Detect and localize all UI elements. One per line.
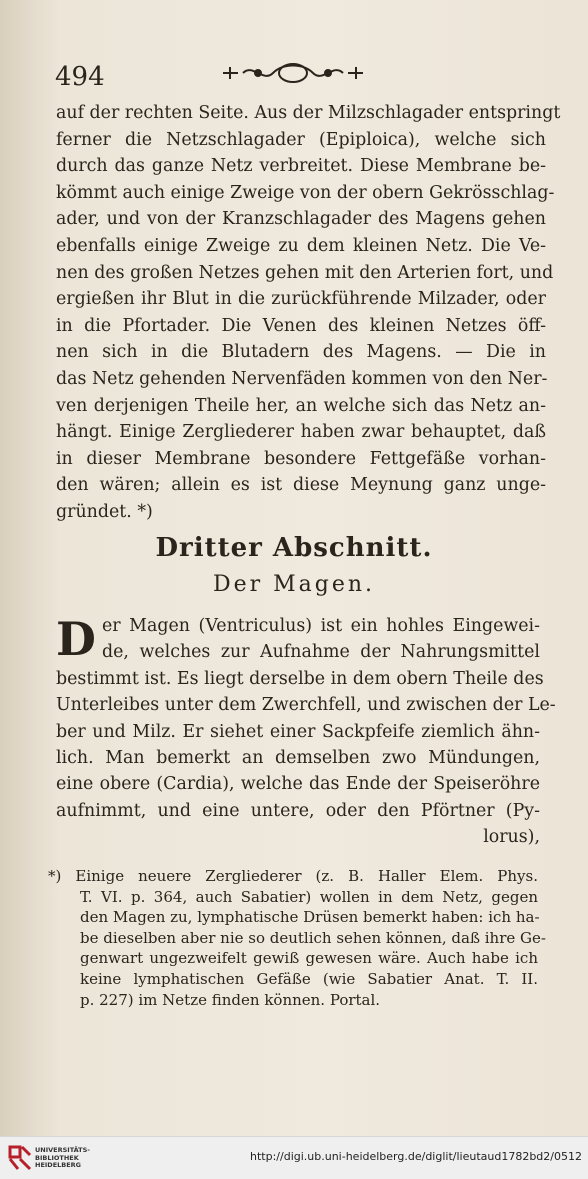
text-line: in dieser Membrane besondere Fettgefäße vorhan- [56,448,546,469]
paragraph-netz [56,100,561,526]
library-name-line: UNIVERSITÄTS- [35,1146,90,1154]
text-line: gründet. *) [56,501,153,522]
text-line: ber und Milz. Er siehet einer Sackpfeife ziemlich ähn- [56,721,540,742]
section-heading: Dritter Abschnitt. [155,533,433,563]
text-line: lorus), [483,827,540,848]
text-line: genwart ungezweifelt gewiß gewesen wäre. Auch habe ich [80,949,538,968]
page-number: 494 [55,62,105,92]
text-line: er Magen (Ventriculus) ist ein hohles Eingewei- [102,616,540,636]
text-line: durch das ganze Netz verbreitet. Diese Membrane be- [56,156,546,177]
text-line: ven derjenigen Theile her, an welche sich das Netz an- [56,395,546,416]
text-line: ergießen ihr Blut in die zurückführende Milzader, oder [56,289,546,310]
text-line: bestimmt ist. Es liegt derselbe in dem obern Theile des [56,668,544,689]
text-line: den wären; allein es ist diese Meynung ganz unge- [56,475,546,496]
text-line: nen des großen Netzes gehen mit den Arterien fort, und [56,262,554,283]
library-name-line: HEIDELBERG [35,1161,82,1169]
text-line: ader, und von der Kranzschlagader des Magens gehen [56,209,546,230]
text-line: Unterleibes unter dem Zwerchfell, und zwischen der Le- [56,695,556,716]
paragraph-magen [56,612,556,851]
library-name-line: BIBLIOTHEK [35,1153,79,1162]
text-line: nen sich in die Blutadern des Magens. — Die in [56,342,546,363]
text-line: ferner die Netzschlagader (Epiploica), welche sich [56,129,546,150]
text-line: auf der rechten Seite. Aus der Milzschlagader entspringt [56,103,561,123]
text-line: den Magen zu, lymphatische Drüsen bemerkt haben: ich ha- [80,908,540,927]
text-line: keine lymphatischen Gefäße (wie Sabatier Anat. T. II. [80,969,538,988]
text-line: p. 227) im Netze finden können. Portal. [80,990,381,1009]
printer-ornament-icon [218,58,368,88]
text-line: T. VI. p. 364, auch Sabatier) wollen in dem Netz, gegen [80,887,538,906]
text-line: kömmt auch einige Zweige von der obern Gekrösschlag- [56,182,555,203]
section-subheading: Der Magen. [212,572,376,597]
text-line: eine obere (Cardia), welche das Ende der Speiseröhre [56,774,540,795]
text-line: be dieselben aber nie so deutlich sehen können, daß ihre Ge- [80,928,546,947]
footnote [48,866,546,1010]
text-line: das Netz gehenden Nervenfäden kommen von den Ner- [56,368,548,389]
text-line: ebenfalls einige Zweige zu dem kleinen Netz. Die Ve- [56,235,546,256]
text-line: hängt. Einige Zergliederer haben zwar behauptet, daß [56,422,546,443]
drop-cap-letter: D [56,612,96,666]
permalink-url[interactable]: http://digi.ub.uni-heidelberg.de/diglit/lieutaud1782bd2/0512 [250,1150,582,1163]
text-line: in die Pfortader. Die Venen des kleinen Netzes öff- [56,315,546,336]
university-library-logo-icon [8,1145,32,1171]
text-line: de, welches zur Aufnahme der Nahrungsmittel [102,642,540,663]
text-line: *) Einige neuere Zergliederer (z. B. Haller Elem. Phys. [48,867,538,885]
library-name [35,1147,90,1170]
text-line: lich. Man bemerkt an demselben zwo Mündungen, [56,748,540,769]
text-line: aufnimmt, und eine untere, oder den Pförtner (Py- [56,800,540,821]
viewer-footer [0,1136,588,1179]
